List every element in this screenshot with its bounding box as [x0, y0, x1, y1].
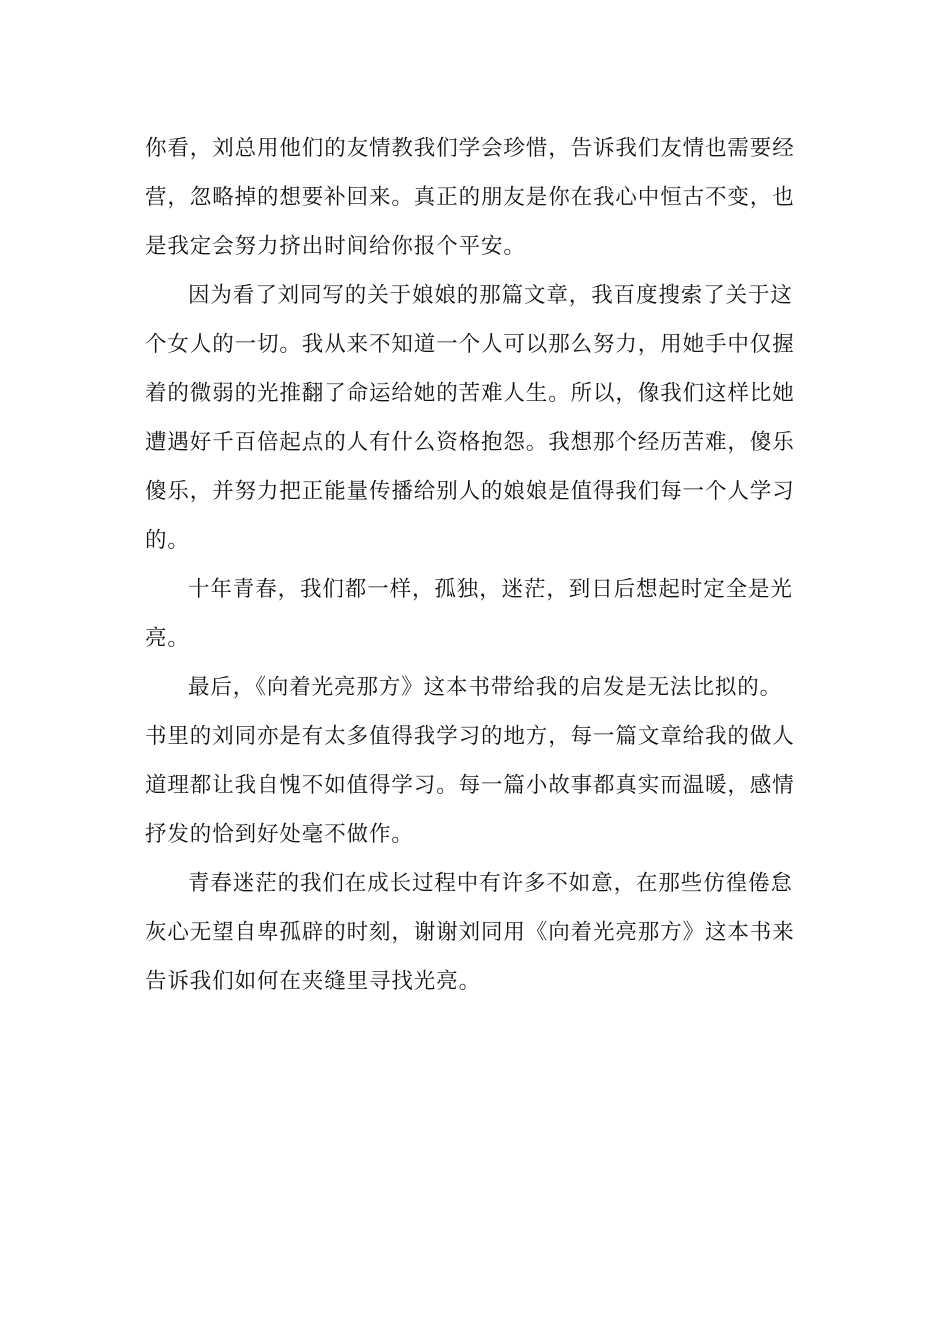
text-line: 个女人的一切。我从来不知道一个人可以那么努力，用她手中仅握: [145, 332, 795, 357]
paragraph-2: [145, 271, 799, 565]
paragraph-4: [145, 663, 799, 859]
text-line: 灰心无望自卑孤辟的时刻，谢谢刘同用《向着光亮那方》这本书来: [145, 920, 795, 945]
text-line: 的。: [145, 528, 190, 553]
text-line: 你看，刘总用他们的友情教我们学会珍惜，告诉我们友情也需要经: [145, 136, 795, 161]
text-line: 亮。: [145, 626, 190, 651]
text-line: 道理都让我自愧不如值得学习。每一篇小故事都真实而温暖，感情: [145, 773, 795, 798]
text-line: 因为看了刘同写的关于娘娘的那篇文章，我百度搜索了关于这: [188, 283, 793, 308]
text-line: 告诉我们如何在夹缝里寻找光亮。: [145, 969, 482, 994]
document-body: [145, 124, 799, 1006]
text-line: 抒发的恰到好处毫不做作。: [145, 822, 414, 847]
text-line: 遭遇好千百倍起点的人有什么资格抱怨。我想那个经历苦难，傻乐: [145, 430, 795, 455]
paragraph-1: [145, 124, 799, 271]
text-line: 书里的刘同亦是有太多值得我学习的地方，每一篇文章给我的做人: [145, 724, 795, 749]
text-line: 傻乐，并努力把正能量传播给别人的娘娘是值得我们每一个人学习: [145, 479, 795, 504]
text-line: 着的微弱的光推翻了命运给她的苦难人生。所以，像我们这样比她: [145, 381, 795, 406]
paragraph-5: [145, 859, 799, 1006]
text-line: 最后，《向着光亮那方》这本书带给我的启发是无法比拟的。: [188, 675, 783, 700]
text-line: 青春迷茫的我们在成长过程中有许多不如意，在那些仿徨倦怠: [188, 871, 793, 896]
paragraph-3: [145, 565, 799, 663]
text-line: 营，忽略掉的想要补回来。真正的朋友是你在我心中恒古不变，也: [145, 185, 795, 210]
text-line: 是我定会努力挤出时间给你报个平安。: [145, 234, 526, 259]
text-line: 十年青春，我们都一样，孤独，迷茫，到日后想起时定全是光: [188, 577, 793, 602]
